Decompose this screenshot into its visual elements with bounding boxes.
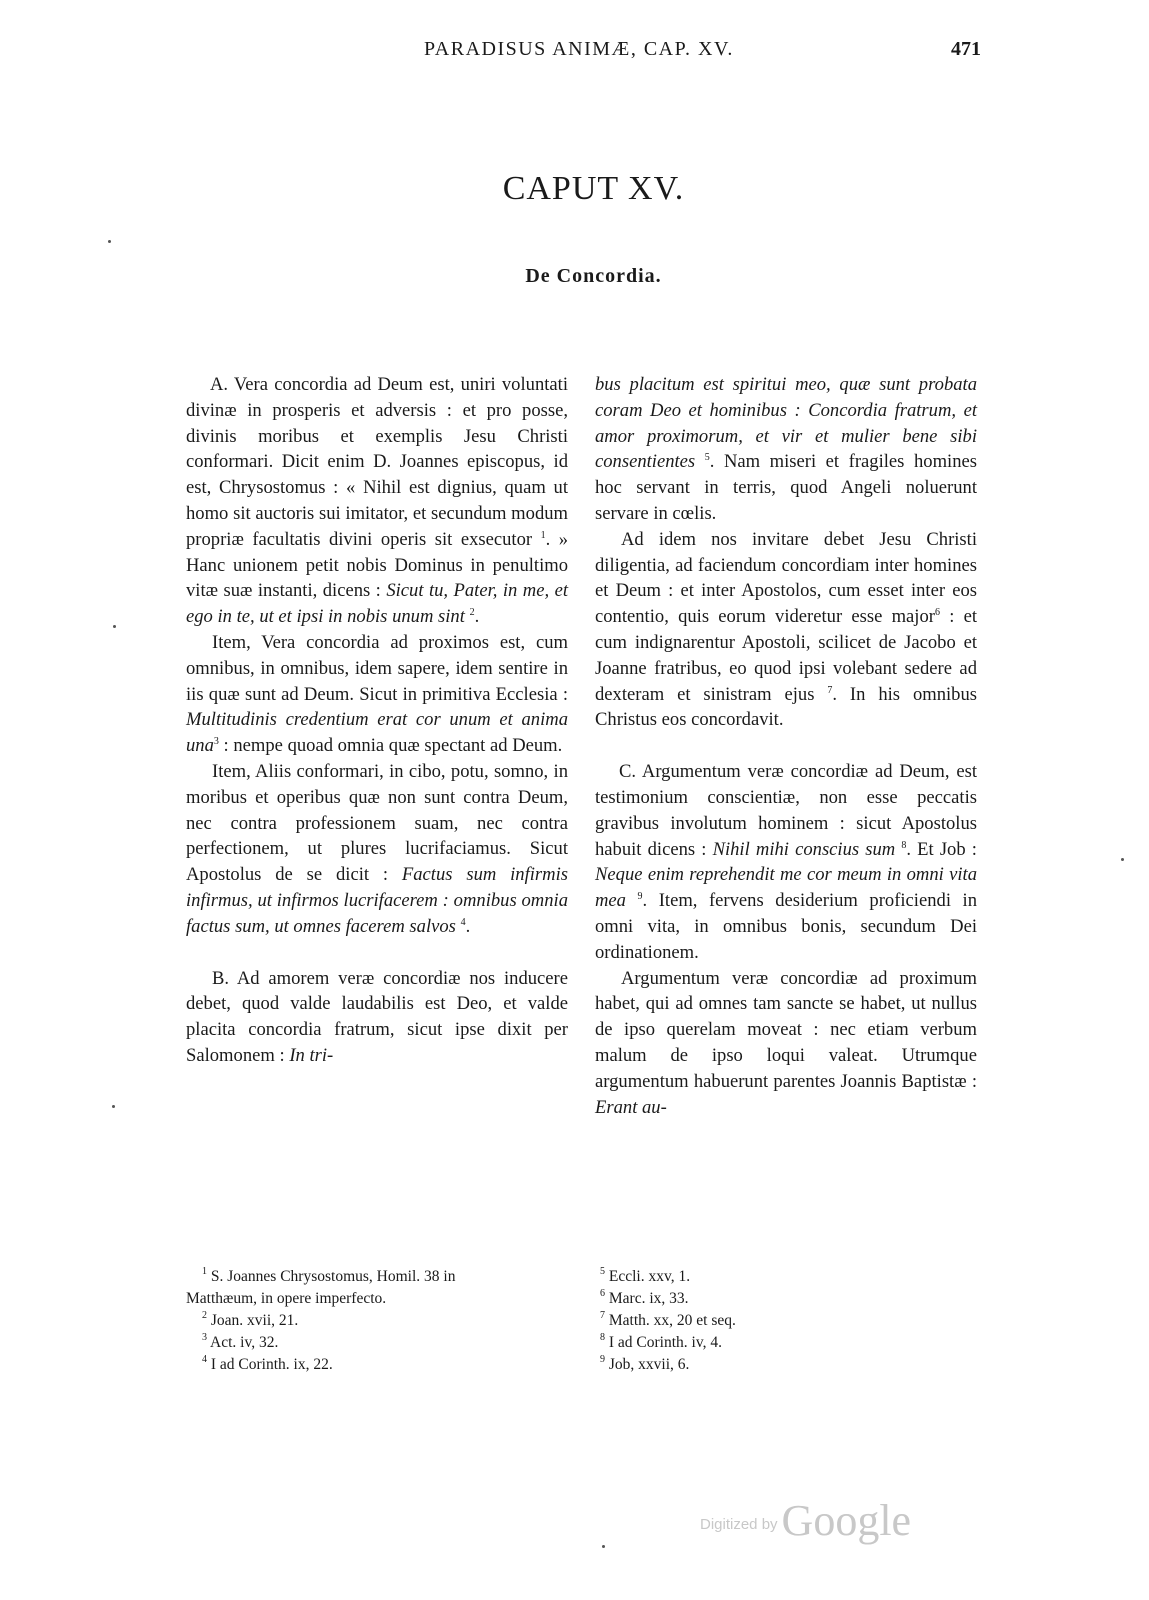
footnote-text: Matth. xx, 20 et seq. bbox=[608, 1312, 736, 1329]
footnote-ref: 5 bbox=[704, 452, 710, 464]
footnote-ref: 4 bbox=[460, 916, 466, 928]
footnote-number: 7 bbox=[600, 1310, 605, 1321]
scripture-quote: Sicut tu, Pater, in me, et ego in te, ut et ipsi in nobis unum sint bbox=[186, 580, 569, 628]
scripture-quote: bus placitum est spiritui meo, quæ sunt probata coram Deo et hominibus : Concordia fratrum, et amor proximorum, et vir et mulier bene sibi consentientes bbox=[595, 374, 977, 473]
page-number: 471 bbox=[951, 38, 981, 60]
paragraph-c bbox=[595, 759, 977, 965]
paragraph-text: Argumentum veræ concordiæ ad proximum habet, qui ad omnes tam sancte se habet, ut nullus de ipso querelam moveat : nec etiam verbum malum de ipso loqui valeat. Utrumque argumentum habuerunt parentes Joannis Baptistæ : bbox=[595, 967, 977, 1092]
footnote-text: I ad Corinth. iv, 4. bbox=[608, 1334, 722, 1351]
footnote bbox=[186, 1266, 566, 1288]
footnote bbox=[186, 1332, 566, 1354]
footnote bbox=[600, 1332, 940, 1354]
footnote-number: 1 bbox=[202, 1266, 207, 1277]
scan-speck bbox=[602, 1545, 605, 1548]
footnote bbox=[600, 1310, 940, 1332]
footnote bbox=[600, 1266, 940, 1288]
scripture-quote: In tri- bbox=[289, 1044, 334, 1066]
footnote-ref: 9 bbox=[637, 891, 643, 903]
google-logo: Google bbox=[781, 1496, 912, 1545]
paragraph-ad-idem bbox=[595, 527, 977, 733]
running-head: PARADISUS ANIMÆ, CAP. XV. bbox=[424, 38, 734, 60]
footnote-number: 6 bbox=[600, 1288, 605, 1299]
footnote-ref: 7 bbox=[827, 684, 833, 696]
paragraph-continued bbox=[595, 372, 977, 527]
footnote bbox=[600, 1288, 940, 1310]
paragraph-a bbox=[186, 372, 568, 630]
chapter-title: CAPUT XV. bbox=[502, 170, 685, 207]
paragraph-text: B. Ad amorem veræ concordiæ nos inducere debet, quod valde laudabilis est Deo, et valde placita concordia fratrum, sicut ipse dixit per Salomonem : bbox=[186, 967, 568, 1066]
footnote-text: Act. iv, 32. bbox=[210, 1334, 279, 1351]
scripture-quote: Nihil mihi conscius sum bbox=[712, 838, 896, 860]
footnote-text: S. Joannes Chrysostomus, Homil. 38 in bbox=[210, 1268, 456, 1285]
paragraph-item-proximos bbox=[186, 630, 568, 759]
footnote-ref: 3 bbox=[213, 736, 219, 748]
footnote bbox=[186, 1310, 566, 1332]
right-column bbox=[595, 372, 977, 1120]
paragraph-text: : nempe quoad omnia quæ spectant ad Deum. bbox=[223, 735, 563, 757]
footnote-text: I ad Corinth. ix, 22. bbox=[210, 1356, 333, 1373]
paragraph-text: C. Argumentum veræ concordiæ ad Deum, est testimonium conscientiæ, non esse peccatis gravibus involutum hominem : sicut Apostolus habuit dicens : bbox=[595, 761, 977, 860]
scripture-quote: Erant au- bbox=[595, 1096, 667, 1118]
footnote-ref: 8 bbox=[901, 839, 907, 851]
digitized-watermark bbox=[700, 1495, 911, 1546]
paragraph-text: Item, Vera concordia ad proximos est, cum omnibus, in omnibus, idem sapere, idem sentire in iis quæ sunt ad Deum. Sicut in primitiva Ecclesia : bbox=[186, 631, 568, 705]
footnote-number: 9 bbox=[600, 1354, 605, 1365]
paragraph-argumentum-proximum bbox=[595, 966, 977, 1121]
paragraph-text: . Et Job : bbox=[906, 838, 977, 860]
footnote-text: Job, xxvii, 6. bbox=[608, 1356, 690, 1373]
scripture-quote: Multitudinis credentium erat cor unum et anima una bbox=[186, 709, 568, 757]
paragraph-text: Ad idem nos invitare debet Jesu Christi diligentia, ad faciendum concordiam inter homines et Deum : et inter Apostolos, cum esset inter eos contentio, quis eorum videretur esse major bbox=[595, 528, 977, 628]
chapter-subtitle: De Concordia. bbox=[525, 265, 662, 287]
scripture-quote: Factus sum infirmis infirmus, ut infirmos lucrifacerem : omnibus omnia factus sum, ut omnes facerem salvos bbox=[186, 864, 568, 937]
footnotes-right bbox=[600, 1266, 940, 1376]
paragraph-text: . Item, fervens desiderium proficiendi in omni vita, in omnibus bonis, secundum Dei ordinationem. bbox=[595, 890, 977, 963]
paragraph-text: . Nam miseri et fragiles homines hoc servant in terris, quod Angeli noluerunt servare in cœlis. bbox=[595, 451, 977, 524]
footnote-number: 3 bbox=[202, 1332, 207, 1343]
paragraph-text: . bbox=[474, 606, 480, 628]
paragraph-item-aliis bbox=[186, 759, 568, 940]
footnote-continuation: Matthæum, in opere imperfecto. bbox=[186, 1290, 387, 1307]
footnote-text: Eccli. xxv, 1. bbox=[608, 1268, 691, 1285]
scan-speck bbox=[112, 1105, 115, 1108]
footnote-number: 5 bbox=[600, 1266, 605, 1277]
footnote-ref: 1 bbox=[540, 529, 546, 541]
footnote-number: 8 bbox=[600, 1332, 605, 1343]
footnote-ref: 2 bbox=[469, 607, 475, 619]
footnote bbox=[600, 1354, 940, 1376]
paragraph-text: A. Vera concordia ad Deum est, uniri voluntati divinæ in prosperis et adversis : et pro posse, divinis moribus et exemplis Jesu Christi conformari. Dicit enim D. Joannes episcopus, id est, Chrysostomus : « Nihil est dignius, quam ut homo sit auctoris sui imitator, et secundum modum propriæ facultatis divini operis sit exsecutor bbox=[186, 374, 568, 550]
footnote-number: 4 bbox=[202, 1354, 207, 1365]
footnotes-left bbox=[186, 1266, 566, 1376]
scan-speck bbox=[108, 240, 111, 243]
footnote bbox=[186, 1354, 566, 1376]
paragraph-text: . » Hanc unionem petit nobis Dominus in penultimo vitæ suæ instanti, dicens : bbox=[186, 528, 569, 602]
footnote-text: Marc. ix, 33. bbox=[608, 1290, 689, 1307]
left-column bbox=[186, 372, 568, 1069]
paragraph-text: : et cum indignarentur Apostoli, scilicet de Jacobo et Joanne fratribus, eo quod ipsi volebant sedere ad dexteram et sinistram ejus bbox=[595, 606, 978, 705]
paragraph-text: Item, Aliis conformari, in cibo, potu, somno, in moribus et operibus quæ non sunt contra Deum, nec contra professionem suam, nec contra perfectionem, ut plures lucrifaciamus. Sicut Apostolus de se dicit : bbox=[186, 760, 568, 886]
scan-speck bbox=[113, 625, 116, 628]
footnote-text: Joan. xvii, 21. bbox=[210, 1312, 299, 1329]
paragraph-text: . In his omnibus Christus eos concordavit. bbox=[595, 683, 977, 731]
footnote-ref: 6 bbox=[934, 607, 940, 619]
scan-speck bbox=[1121, 858, 1124, 861]
paragraph-text: . bbox=[465, 915, 471, 937]
scripture-quote: Neque enim reprehendit me cor meum in omni vita mea bbox=[595, 864, 977, 912]
watermark-prefix: Digitized by bbox=[700, 1516, 778, 1533]
paragraph-b bbox=[186, 966, 568, 1069]
footnote-number: 2 bbox=[202, 1310, 207, 1321]
